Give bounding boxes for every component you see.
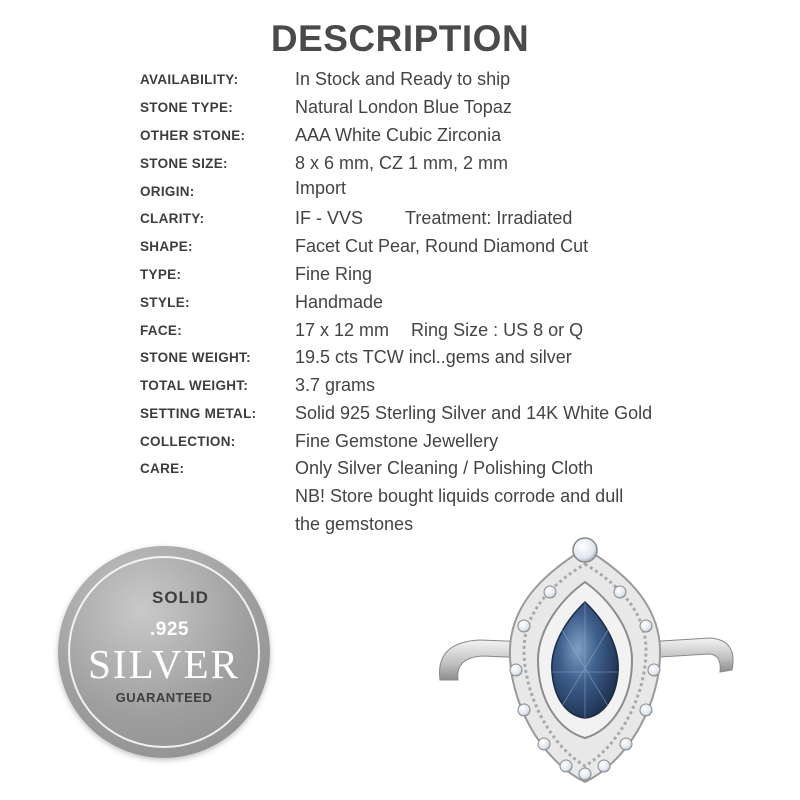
spec-row-stone-type [140, 94, 790, 122]
spec-row-face [140, 316, 790, 344]
spec-value: Handmade [295, 291, 384, 312]
spec-value: Natural London Blue Topaz [295, 97, 512, 118]
spec-label: ORIGIN: [140, 183, 195, 199]
spec-value [295, 455, 623, 538]
badge-solid-text: SOLID [152, 588, 209, 607]
spec-row-origin [140, 177, 790, 205]
spec-label: COLLECTION: [140, 433, 236, 449]
ring-illustration [420, 530, 750, 795]
spec-label: TYPE: [140, 266, 182, 282]
spec-label: FACE: [140, 322, 182, 338]
spec-value [295, 320, 583, 341]
spec-label: SHAPE: [140, 239, 193, 255]
spec-label: TOTAL WEIGHT: [140, 378, 249, 394]
spec-row-care [140, 455, 790, 538]
spec-row-stone-weight [140, 344, 790, 372]
spec-row-collection [140, 427, 790, 455]
ring-size: Ring Size : US 8 or Q [411, 319, 584, 340]
spec-row-total-weight [140, 372, 790, 400]
badge-guaranteed-text: GUARANTEED [115, 690, 213, 705]
silver-guarantee-badge [58, 546, 270, 758]
care-line: Only Silver Cleaning / Polishing Cloth [295, 458, 594, 479]
spec-table [140, 66, 790, 539]
care-line: NB! Store bought liquids corrode and dull [295, 485, 624, 506]
badge-silver-text: SILVER [88, 641, 240, 687]
spec-value: Facet Cut Pear, Round Diamond Cut [295, 236, 589, 257]
spec-label: CARE: [140, 461, 185, 477]
page-title: DESCRIPTION [270, 18, 530, 59]
face-size: 17 x 12 mm [295, 319, 390, 340]
spec-label: STYLE: [140, 294, 190, 310]
spec-label: STONE WEIGHT: [140, 350, 251, 366]
spec-row-shape [140, 233, 790, 261]
spec-value: Import [295, 177, 347, 198]
spec-value: 19.5 cts TCW incl..gems and silver [295, 347, 572, 368]
care-line: the gemstones [295, 513, 414, 534]
treatment-note: Treatment: Irradiated [405, 208, 573, 229]
badge-purity-text: .925 [150, 619, 189, 640]
spec-label: SETTING METAL: [140, 405, 257, 421]
spec-value: AAA White Cubic Zirconia [295, 124, 502, 145]
spec-label: STONE TYPE: [140, 100, 234, 116]
spec-label: OTHER STONE: [140, 127, 246, 143]
spec-row-clarity [140, 205, 790, 233]
spec-row-style [140, 288, 790, 316]
spec-row-setting-metal [140, 400, 790, 428]
spec-row-stone-size [140, 149, 790, 177]
spec-value: In Stock and Ready to ship [295, 69, 511, 90]
spec-row-availability [140, 66, 790, 94]
spec-label: CLARITY: [140, 211, 205, 227]
spec-value: Fine Gemstone Jewellery [295, 430, 499, 451]
spec-value: Solid 925 Sterling Silver and 14K White Gold [295, 402, 653, 423]
spec-row-type [140, 261, 790, 289]
spec-value: 8 x 6 mm, CZ 1 mm, 2 mm [295, 152, 509, 173]
spec-label: AVAILABILITY: [140, 72, 239, 88]
spec-label: STONE SIZE: [140, 155, 228, 171]
spec-row-other-stone [140, 122, 790, 150]
clarity-grade: IF - VVS [295, 208, 364, 229]
spec-value: 3.7 grams [295, 375, 376, 396]
top-cz-stone [573, 538, 597, 562]
spec-value [295, 208, 572, 229]
spec-value: Fine Ring [295, 263, 373, 284]
